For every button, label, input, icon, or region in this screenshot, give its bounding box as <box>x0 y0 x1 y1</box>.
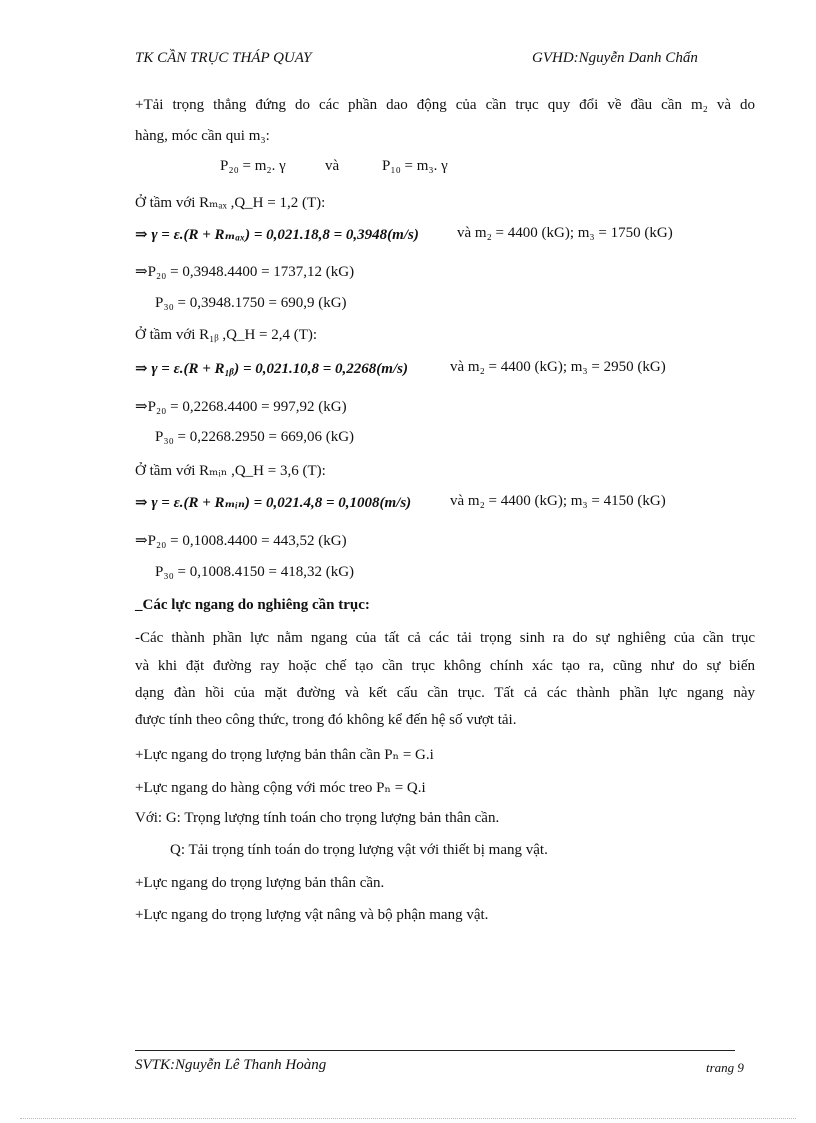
result-line: P₃₀ = 0,1008.4150 = 418,32 (kG) <box>155 564 355 580</box>
bullet-line: +Lực ngang do trọng lượng bản thân cần. <box>135 875 385 891</box>
definition-line: Với: G: Trọng lượng tính toán cho trọng lượng bản thân cần. <box>135 810 500 826</box>
paragraph-line: dạng đàn hồi của mặt đường và kết cấu cần trục. Tất cả các thành phần lực ngang này <box>135 685 755 701</box>
result-line: ⇒P₂₀ = 0,2268.4400 = 997,92 (kG) <box>135 399 347 415</box>
result-line: ⇒P₂₀ = 0,1008.4400 = 443,52 (kG) <box>135 533 347 549</box>
result-line: P₃₀ = 0,3948.1750 = 690,9 (kG) <box>155 295 347 311</box>
bullet-line: +Lực ngang do trọng lượng bản thân cần Pₙ = G.i <box>135 747 434 763</box>
formula-gamma-rmax: ⇒ γ = ε.(R + Rₘₐₓ) = 0,021.18,8 = 0,3948(m/s) <box>135 227 419 243</box>
bullet-line: +Lực ngang do hàng cộng với móc treo Pₙ = Q.i <box>135 780 426 796</box>
case-heading-rmin: Ở tầm với Rₘᵢₙ ,Q_H = 3,6 (T): <box>135 463 326 479</box>
mass-values: và m₂ = 4400 (kG); m₃ = 4150 (kG) <box>450 493 666 509</box>
page-edge-divider <box>20 1118 796 1119</box>
footer-divider <box>135 1050 735 1051</box>
result-line: ⇒P₂₀ = 0,3948.4400 = 1737,12 (kG) <box>135 264 355 280</box>
header-course-title: TK CẦN TRỤC THÁP QUAY <box>135 50 312 66</box>
page-number: trang 9 <box>706 1060 744 1075</box>
case-heading-rmax: Ở tầm với Rₘₐₓ ,Q_H = 1,2 (T): <box>135 195 326 211</box>
paragraph-line: hàng, móc cần qui m₃: <box>135 128 270 144</box>
header-advisor: GVHD:Nguyễn Danh Chấn <box>532 50 698 66</box>
formula-p20: P₂₀ = m₂. γ <box>220 158 286 174</box>
formula-gamma-r1b: ⇒ γ = ε.(R + R₁ᵦ) = 0,021.10,8 = 0,2268(m/s) <box>135 361 408 377</box>
mass-values: và m₂ = 4400 (kG); m₃ = 2950 (kG) <box>450 359 666 375</box>
definition-line: Q: Tải trọng tính toán do trọng lượng vật với thiết bị mang vật. <box>170 842 548 858</box>
mass-values: và m₂ = 4400 (kG); m₃ = 1750 (kG) <box>457 225 673 241</box>
paragraph-line: -Các thành phần lực nằm ngang của tất cả các tải trọng sinh ra do sự nghiêng của cần trục <box>135 630 755 646</box>
result-line: P₃₀ = 0,2268.2950 = 669,06 (kG) <box>155 429 355 445</box>
footer-student: SVTK:Nguyễn Lê Thanh Hoàng <box>135 1057 327 1073</box>
bullet-line: +Lực ngang do trọng lượng vật nâng và bộ phận mang vật. <box>135 907 489 923</box>
case-heading-r1b: Ở tầm với R₁ᵦ ,Q_H = 2,4 (T): <box>135 327 318 343</box>
formula-p10: P₁₀ = m₃. γ <box>382 158 448 174</box>
paragraph-line: và khi đặt đường ray hoặc chế tạo cần trục không chính xác tạo ra, cũng như do sự biến <box>135 658 755 674</box>
conjunction: và <box>325 158 340 174</box>
section-heading: _Các lực ngang do nghiêng cần trục: <box>135 597 370 613</box>
paragraph-line: được tính theo công thức, trong đó không kể đến hệ số vượt tải. <box>135 712 517 728</box>
paragraph-line: +Tải trọng thẳng đứng do các phần dao động của cần trục quy đổi về đầu cần m₂ và do <box>135 97 755 113</box>
formula-gamma-rmin: ⇒ γ = ε.(R + Rₘᵢₙ) = 0,021.4,8 = 0,1008(m/s) <box>135 495 412 511</box>
